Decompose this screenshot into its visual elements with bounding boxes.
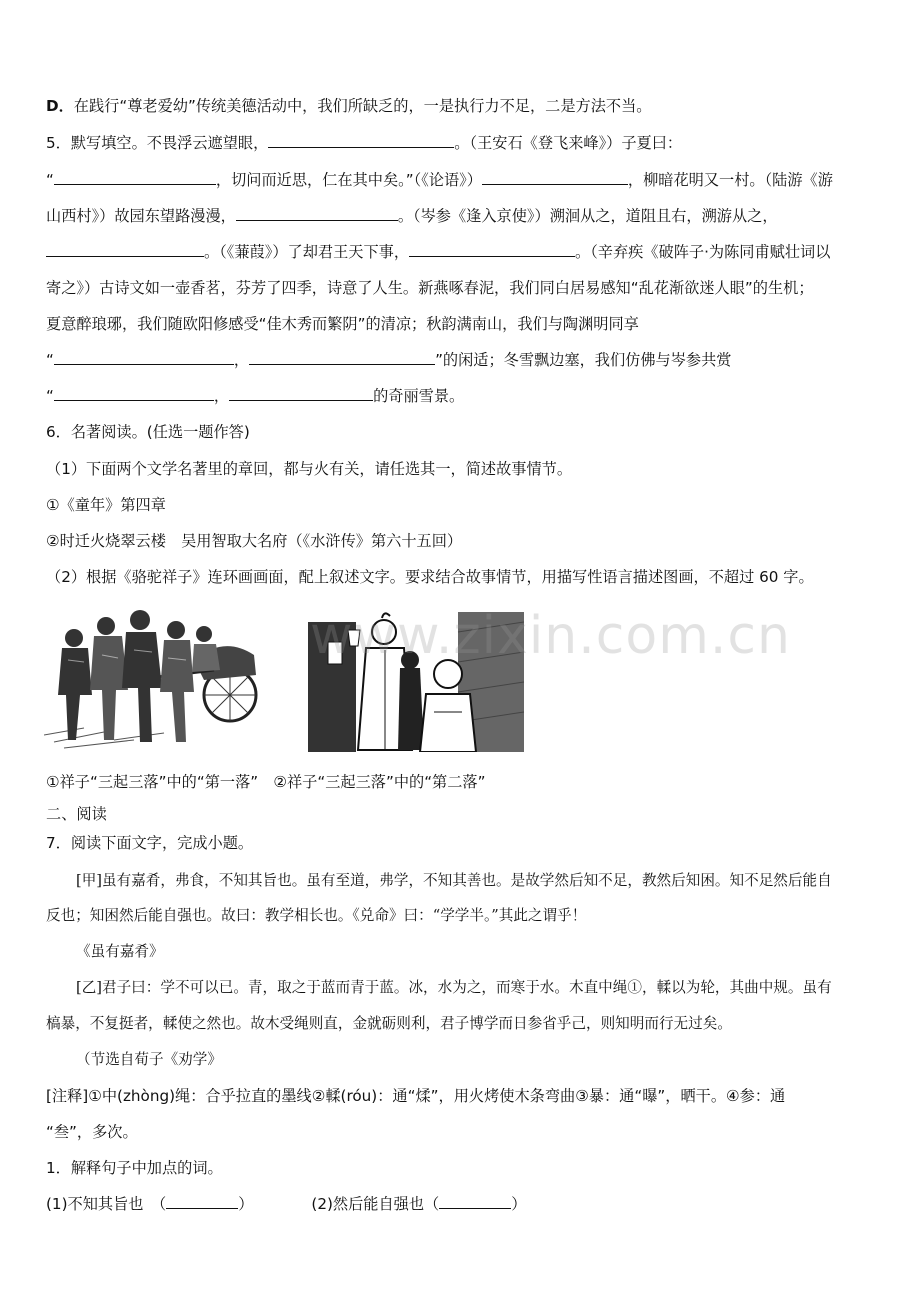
q5-line-1: 5．默写填空。不畏浮云遮望眼， 。（王安石《登飞来峰》）子夏曰： [46, 134, 683, 152]
blank[interactable] [249, 350, 435, 365]
q5-line-7: “ ， ”的闲适；冬雪飘边塞，我们仿佛与岑参共赏 [46, 351, 732, 369]
q5-line-4: 。（《蒹葭》）了却君王天下事， 。（辛弃疾《破阵子·为陈同甫赋壮词以 [46, 242, 830, 262]
subq-1-title: 1．解释句子中加点的词。 [46, 1159, 223, 1177]
q5-line-2: “ ，切问而近思，仁在其中矣。”（《论语》） ，柳暗花明又一村。（陆游《游 [46, 171, 833, 189]
blank[interactable] [268, 133, 454, 148]
blank[interactable] [236, 206, 398, 221]
q6-option-1: ①《童年》第四章 [46, 496, 166, 514]
section-reading: 二、阅读 [46, 805, 107, 823]
watermark: www.zixin.com.cn [310, 606, 791, 666]
blank[interactable] [54, 386, 214, 401]
q5-line-5: 寄之》）古诗文如一壶香茗，芬芳了四季，诗意了人生。新燕啄春泥，我们同白居易感知“乱花渐欲迷人眼”的生机； [46, 279, 814, 297]
q6-part1: （1）下面两个文学名著里的章回，都与火有关，请任选其一，简述故事情节。 [46, 460, 573, 478]
annotation-2: “叁”，多次。 [46, 1123, 138, 1141]
q7-title: 7．阅读下面文字，完成小题。 [46, 834, 254, 852]
option-d: D．在践行“尊老爱幼”传统美德活动中，我们所缺乏的，一是执行力不足，二是方法不当。 [46, 97, 652, 115]
rickshaw-scene-icon [44, 600, 262, 750]
blank[interactable] [54, 170, 216, 185]
passage-jia-2: 反也；知困然后能自强也。故曰：教学相长也。《兑命》曰：“学学半。”其此之谓乎！ [46, 907, 587, 924]
annotation-1: [注释]①中(zhòng)绳：合乎拉直的墨线②輮(róu)：通“煣”，用火烤使木条弯曲③暴：通“曝”，晒干。④参：通 [46, 1087, 786, 1105]
q5-line-3: 山西村》）故园东望路漫漫， 。（岑参《逢入京使》）溯洄从之，道阻且右，溯游从之， [46, 207, 778, 225]
illustration-rickshaw-soldiers [44, 600, 262, 750]
passage-yi-1: [乙]君子曰：学不可以已。青，取之于蓝而青于蓝。冰，水为之，而寒于水。木直中绳①，輮以为轮，其曲中规。虽有 [76, 979, 832, 996]
passage-jia-1: [甲]虽有嘉肴，弗食，不知其旨也。虽有至道，弗学，不知其善也。是故学然后知不足，教然后知困。知不足然后能自 [76, 872, 832, 889]
illustration-captions: ①祥子“三起三落”中的“第一落” ②祥子“三起三落”中的“第二落” [46, 773, 486, 791]
q6-part2: （2）根据《骆驼祥子》连环画画面，配上叙述文字。要求结合故事情节，用描写性语言描述图画，不超过 60 字。 [46, 568, 814, 586]
q5-line-8: “ ， 的奇丽雪景。 [46, 387, 465, 405]
passage-jia-source: 《虽有嘉肴》 [76, 943, 164, 960]
blank[interactable] [229, 386, 373, 401]
answer-blank-1[interactable] [166, 1194, 238, 1209]
q5-line-6: 夏意醉琅琊，我们随欧阳修感受“佳木秀而繁阴”的清凉；秋韵满南山，我们与陶渊明同享 [46, 315, 639, 333]
blank[interactable] [46, 242, 204, 257]
passage-yi-source: （节选自荀子《劝学》 [76, 1051, 222, 1068]
blank[interactable] [482, 170, 628, 185]
q6-option-2: ②时迁火烧翠云楼 吴用智取大名府（《水浒传》第六十五回） [46, 532, 463, 550]
blank[interactable] [54, 350, 234, 365]
passage-yi-2: 槁暴，不复挺者，輮使之然也。故木受绳则直，金就砺则利，君子博学而日参省乎己，则知明而行无过矣。 [46, 1015, 732, 1032]
subq-1-items: (1)不知其旨也 （ ） (2)然后能自强也（ ） [46, 1195, 527, 1213]
answer-blank-2[interactable] [439, 1194, 511, 1209]
q6-title: 6．名著阅读。(任选一题作答) [46, 423, 250, 441]
blank[interactable] [409, 242, 575, 257]
